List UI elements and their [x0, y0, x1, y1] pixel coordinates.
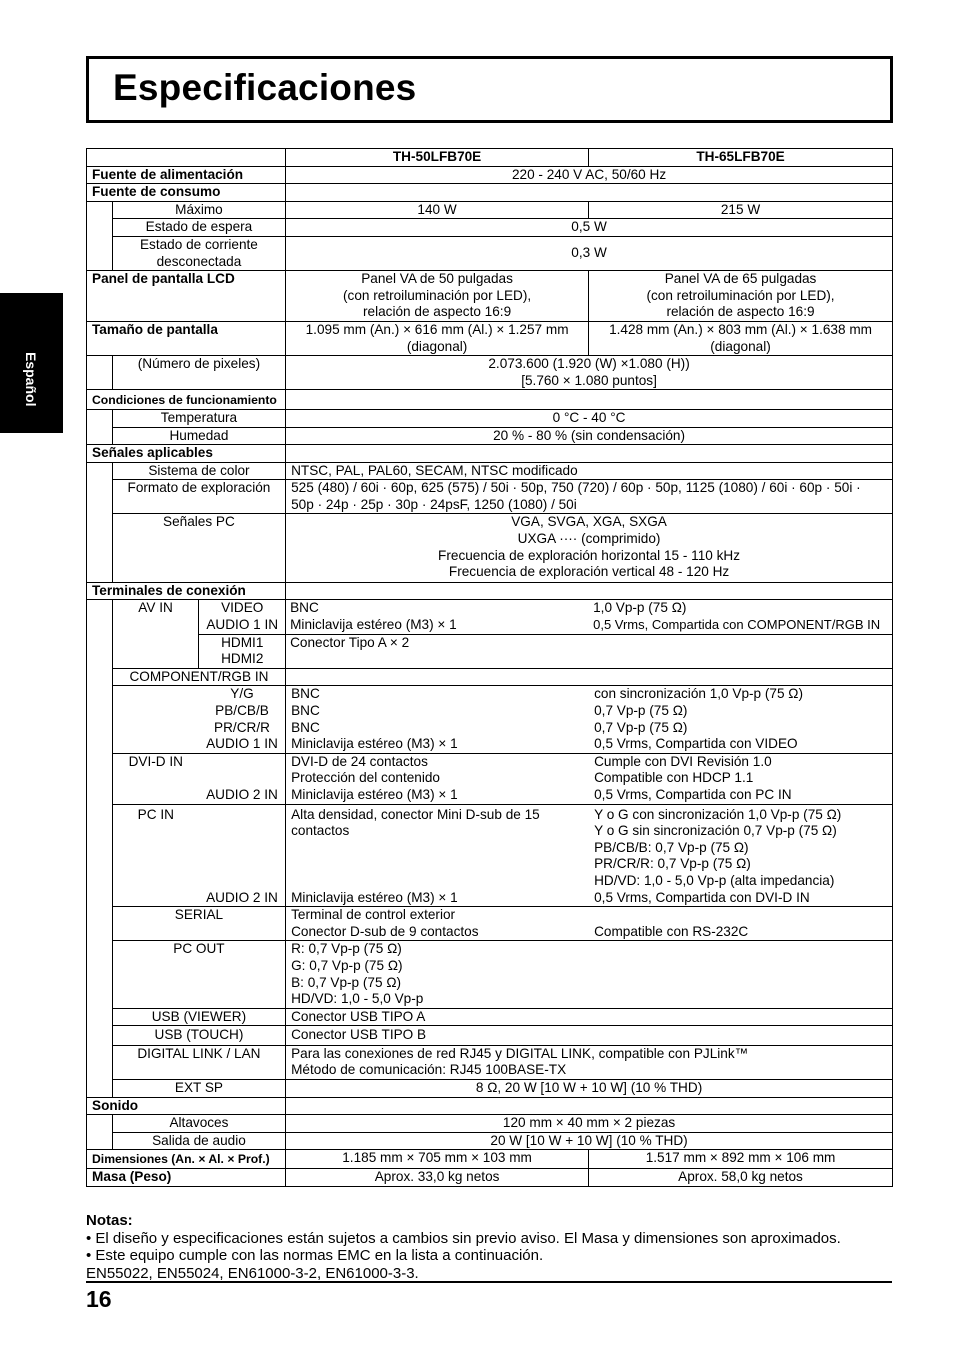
table-row: Y/G PB/CB/B PR/CR/R AUDIO 1 IN BNC con sincronización 1,0 Vp-p (75 Ω) BNC 0,7 Vp-p (75 Ω) BNC 0,7 Vp-p (75 Ω) Miniclavija estéreo (M3) × 1 0,5 Vrms, Compartida con VIDEO [87, 686, 893, 753]
table-row: Estado de corriente desconectada 0,3 W [87, 236, 893, 270]
table-row: Sonido [87, 1097, 893, 1115]
table-row: Fuente de alimentación 220 - 240 V AC, 50/60 Hz [87, 166, 893, 184]
model-1-header: TH-50LFB70E [286, 149, 589, 167]
table-row: USB (VIEWER) Conector USB TIPO A [87, 1008, 893, 1026]
table-row: Formato de exploración 525 (480) / 60i · 60p, 625 (575) / 50i · 50p, 750 (720) / 60p · 50p, 1125 (1080) / 60i · 60p · 50i · 50p · 24p · 25p · 30p · 24psF, 1250 (1080) / 50i [87, 480, 893, 514]
table-row: PC IN AUDIO 2 IN Alta densidad, conector Mini D-sub de 15 Y o G con sincronización 1,0 Vp-p (75 Ω) contactos Y o G sin sincronización 0,7 Vp-p (75 Ω) PB/CB/B: 0,7 Vp-p (75 Ω) PR/CR/R: 0,7 Vp-p (75 Ω) HD/VD: 1,0 - 5,0 Vp-p (alta impedancia) Miniclavija estéreo (M3) × 1 0,5 Vrms, Compartida con DVI-D IN [87, 804, 893, 907]
table-row: Condiciones de funcionamiento [87, 390, 893, 410]
table-row: Máximo 140 W 215 W [87, 201, 893, 219]
table-row: Panel de pantalla LCD Panel VA de 50 pulgadas (con retroiluminación por LED), relación de aspecto 16:9 Panel VA de 65 pulgadas (con retroiluminación por LED), relación de aspecto 16:9 [87, 271, 893, 322]
table-row: Salida de audio 20 W [10 W + 10 W] (10 % THD) [87, 1132, 893, 1150]
table-row: USB (TOUCH) Conector USB TIPO B [87, 1026, 893, 1046]
table-row: HDMI1 HDMI2 Conector Tipo A × 2 [87, 634, 893, 668]
table-row: PC OUT R: 0,7 Vp-p (75 Ω) G: 0,7 Vp-p (75 Ω) B: 0,7 Vp-p (75 Ω) HD/VD: 1,0 - 5,0 Vp-p [87, 941, 893, 1008]
notes-title: Notas: [86, 1212, 133, 1229]
table-row: SERIAL Terminal de control exterior Conector D-sub de 9 contactos Compatible con RS-232C [87, 907, 893, 941]
language-tab [0, 293, 63, 433]
table-row: Temperatura 0 °C - 40 °C [87, 409, 893, 427]
table-row: Altavoces 120 mm × 40 mm × 2 piezas [87, 1115, 893, 1133]
footer-divider [86, 1281, 892, 1283]
notes [86, 1212, 841, 1282]
page-title: Especificaciones [113, 67, 417, 108]
table-row: Humedad 20 % - 80 % (sin condensación) [87, 427, 893, 445]
table-row: Terminales de conexión [87, 582, 893, 600]
title-box [86, 56, 893, 123]
table-row: DIGITAL LINK / LAN Para las conexiones de red RJ45 y DIGITAL LINK, compatible con PJLink™ Método de comunicación: RJ45 100BASE-TX [87, 1045, 893, 1079]
table-row: (Número de pixeles) 2.073.600 (1.920 (W) ×1.080 (H)) [5.760 × 1.080 puntos] [87, 356, 893, 390]
note-item: • El diseño y especificaciones están sujetos a cambios sin previo aviso. El Masa y dimensiones son aproximados. [86, 1229, 841, 1247]
table-row: Estado de espera 0,5 W [87, 219, 893, 237]
table-row: COMPONENT/RGB IN [87, 668, 893, 686]
table-row: Señales PC VGA, SVGA, XGA, SXGA UXGA ···· (comprimido) Frecuencia de exploración horizontal 15 - 110 kHz Frecuencia de exploración vertical 48 - 120 Hz [87, 514, 893, 582]
model-2-header: TH-65LFB70E [589, 149, 893, 167]
table-row: Tamaño de pantalla 1.095 mm (An.) × 616 mm (Al.) × 1.257 mm (diagonal) 1.428 mm (An.) × 803 mm (Al.) × 1.638 mm (diagonal) [87, 321, 893, 355]
page-number: 16 [86, 1286, 112, 1312]
table-row: AV IN VIDEO AUDIO 1 IN BNC 1,0 Vp-p (75 Ω) Miniclavija estéreo (M3) × 1 0,5 Vrms, Compartida con COMPONENT/RGB IN [87, 600, 893, 634]
table-row: Dimensiones (An. × Al. × Prof.) 1.185 mm × 705 mm × 103 mm 1.517 mm × 892 mm × 106 mm [87, 1150, 893, 1169]
table-row: DVI-D IN AUDIO 2 IN DVI-D de 24 contactos Cumple con DVI Revisión 1.0 Protección del contenido Compatible con HDCP 1.1 Miniclavija estéreo (M3) × 1 0,5 Vrms, Compartida con PC IN [87, 753, 893, 804]
table-header-row [87, 149, 893, 167]
language-tab-label: Español [23, 352, 39, 407]
spec-table [86, 148, 893, 1187]
table-row: Señales aplicables [87, 445, 893, 463]
table-row: EXT SP 8 Ω, 20 W [10 W + 10 W] (10 % THD) [87, 1080, 893, 1098]
table-row: Sistema de color NTSC, PAL, PAL60, SECAM, NTSC modificado [87, 462, 893, 480]
note-item: EN55022, EN55024, EN61000-3-2, EN61000-3-3. [86, 1264, 419, 1282]
table-row: Fuente de consumo [87, 184, 893, 202]
table-row: Masa (Peso) Aprox. 33,0 kg netos Aprox. 58,0 kg netos [87, 1169, 893, 1187]
note-item: • Este equipo cumple con las normas EMC en la lista a continuación. [86, 1247, 544, 1264]
